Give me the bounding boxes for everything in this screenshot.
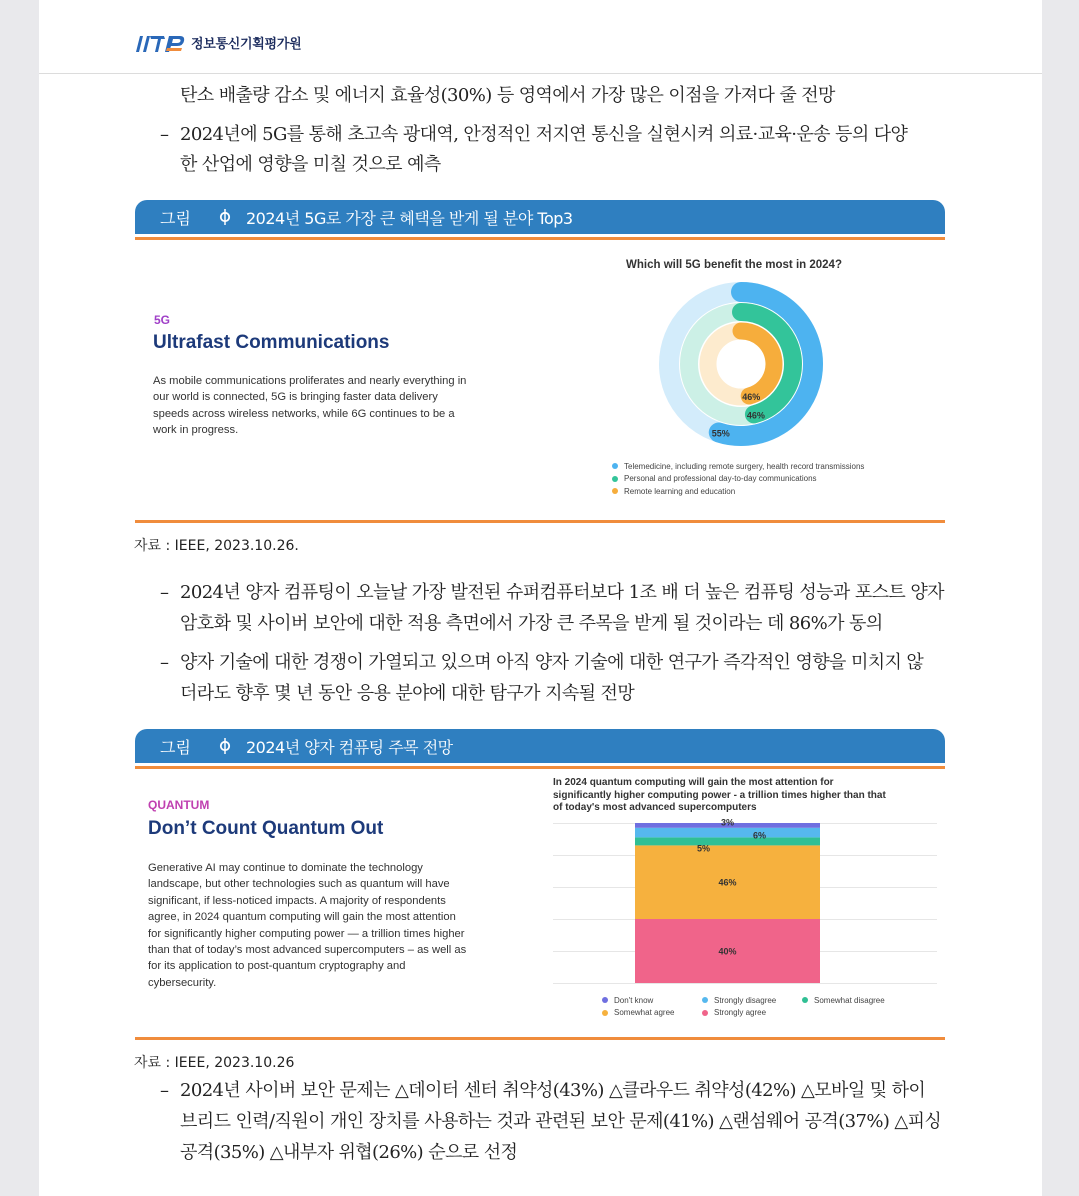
figure-5g-panel bbox=[135, 243, 945, 518]
legend-label: Strongly agree bbox=[714, 1008, 767, 1018]
legend-swatch bbox=[612, 476, 618, 482]
figure-title-bar bbox=[135, 200, 945, 234]
figure-heading: Ultrafast Communications bbox=[153, 332, 390, 353]
figure-tag: 5G bbox=[154, 313, 171, 327]
stacked-chart-legend bbox=[602, 994, 922, 1019]
legend-item bbox=[602, 1008, 702, 1017]
figure-description: As mobile communications proliferates and nearly everything in our world is connected, 5G is bringing faster data delivery speeds across wireless networks, while 6G continues to be a work in progress. bbox=[153, 375, 467, 437]
legend-row bbox=[602, 1007, 922, 1020]
document-page bbox=[39, 0, 1042, 1196]
legend-item bbox=[612, 473, 864, 486]
legend-swatch bbox=[602, 997, 608, 1003]
figure-top-rule bbox=[135, 237, 945, 240]
stacked-bar-chart bbox=[553, 817, 938, 985]
legend-swatch bbox=[612, 488, 618, 494]
legend-label: Somewhat agree bbox=[614, 1008, 675, 1018]
body-line: 암호화 및 사이버 보안에 대한 적용 측면에서 가장 큰 주목을 받게 될 것이라는 데 86%가 동의 bbox=[180, 613, 883, 634]
legend-label: Personal and professional day-to-day communications bbox=[624, 474, 817, 484]
ring-chart-legend bbox=[612, 460, 864, 498]
legend-label: Remote learning and education bbox=[624, 486, 736, 496]
legend-item bbox=[802, 996, 885, 1005]
data-label: 46% bbox=[718, 877, 737, 888]
legend-item bbox=[602, 996, 702, 1005]
figure-description: Generative AI may continue to dominate the technology landscape, but other technologies such as quantum will have significant, if less-noticed impacts. A majority of respondents agree, in 2024 quantum computing will gain the most attention for significantly higher computing power — a trillion times higher than that of today’s most advanced supercomputers – as well as for its application to post-quantum cryptography and cybersecurity. bbox=[148, 862, 467, 989]
iitp-logo-icon bbox=[134, 30, 186, 54]
body-line: 공격(35%) △내부자 위협(26%) 순으로 선정 bbox=[180, 1142, 518, 1163]
body-line: 브리드 인력/직원이 개인 장치를 사용하는 것과 관련된 보안 문제(41%) △랜섬웨어 공격(37%) △피싱 bbox=[180, 1111, 942, 1132]
figure-title-bar bbox=[135, 729, 945, 763]
data-label: 40% bbox=[718, 946, 737, 957]
data-label: 6% bbox=[752, 830, 767, 841]
org-name: 정보통신기획평가원 bbox=[191, 36, 302, 52]
page-header bbox=[39, 0, 1042, 74]
legend-swatch bbox=[612, 463, 618, 469]
bullet-dash: – bbox=[160, 582, 169, 603]
figure-quantum-panel bbox=[135, 771, 945, 1035]
chart-title: In 2024 quantum computing will gain the most attention for significantly higher computing power - a trillion times higher than that of today's most advanced supercomputers bbox=[553, 777, 886, 813]
legend-item bbox=[612, 485, 864, 498]
bar-segment bbox=[635, 837, 820, 845]
bar-segment bbox=[635, 828, 820, 838]
data-label: 46% bbox=[742, 391, 761, 402]
legend-swatch bbox=[802, 997, 808, 1003]
ring-arc bbox=[741, 331, 774, 396]
legend-label: Don't know bbox=[614, 995, 654, 1005]
data-label: 55% bbox=[711, 428, 730, 439]
legend-swatch bbox=[702, 997, 708, 1003]
figure-label: 그림 bbox=[160, 208, 191, 228]
figure-label: 그림 bbox=[160, 737, 191, 757]
body-line: 탄소 배출량 감소 및 에너지 효율성(30%) 등 영역에서 가장 많은 이점을 가져다 줄 전망 bbox=[180, 85, 835, 106]
body-line: 양자 기술에 대한 경쟁이 가열되고 있으며 아직 양자 기술에 대한 연구가 즉각적인 영향을 미치지 않 bbox=[180, 652, 924, 673]
body-line: 2024년 양자 컴퓨팅이 오늘날 가장 발전된 슈퍼컴퓨터보다 1조 배 더 높은 컴퓨팅 성능과 포스트 양자 bbox=[180, 582, 944, 603]
figure-source: 자료 : IEEE, 2023.10.26. bbox=[134, 538, 299, 554]
pin-icon bbox=[218, 737, 232, 755]
figure-bottom-rule bbox=[135, 520, 945, 523]
ring-chart bbox=[651, 281, 831, 451]
legend-label: Somewhat disagree bbox=[814, 995, 885, 1005]
body-line: 2024년 사이버 보안 문제는 △데이터 센터 취약성(43%) △클라우드 취약성(42%) △모바일 및 하이 bbox=[180, 1080, 926, 1101]
bullet-dash: – bbox=[160, 1080, 169, 1101]
body-line: 한 산업에 영향을 미칠 것으로 예측 bbox=[180, 154, 441, 175]
figure-bottom-rule bbox=[135, 1037, 945, 1040]
body-line: 2024년에 5G를 통해 초고속 광대역, 안정적인 저지연 통신을 실현시켜 의료·교육·운송 등의 다양 bbox=[180, 124, 908, 145]
data-label: 5% bbox=[696, 843, 711, 854]
legend-item bbox=[702, 1008, 766, 1017]
legend-label: Telemedicine, including remote surgery, health record transmissions bbox=[624, 461, 865, 471]
legend-item bbox=[612, 460, 864, 473]
figure-title: 2024년 양자 컴퓨팅 주목 전망 bbox=[246, 737, 453, 757]
iitp-logo bbox=[134, 30, 301, 54]
figure-tag: QUANTUM bbox=[148, 798, 210, 812]
bullet-dash: – bbox=[160, 124, 169, 145]
legend-swatch bbox=[702, 1010, 708, 1016]
body-line: 더라도 향후 몇 년 동안 응용 분야에 대한 탐구가 지속될 전망 bbox=[180, 683, 635, 704]
legend-row bbox=[602, 994, 922, 1007]
figure-heading: Don’t Count Quantum Out bbox=[148, 818, 384, 839]
data-label: 3% bbox=[720, 817, 735, 828]
data-label: 46% bbox=[746, 410, 765, 421]
legend-label: Strongly disagree bbox=[714, 995, 777, 1005]
figure-top-rule bbox=[135, 766, 945, 769]
figure-title: 2024년 5G로 가장 큰 혜택을 받게 될 분야 Top3 bbox=[246, 208, 573, 228]
figure-source: 자료 : IEEE, 2023.10.26 bbox=[134, 1055, 295, 1071]
legend-item bbox=[702, 996, 802, 1005]
pin-icon bbox=[218, 208, 232, 226]
bullet-dash: – bbox=[160, 652, 169, 673]
chart-title: Which will 5G benefit the most in 2024? bbox=[626, 259, 842, 271]
legend-swatch bbox=[602, 1010, 608, 1016]
